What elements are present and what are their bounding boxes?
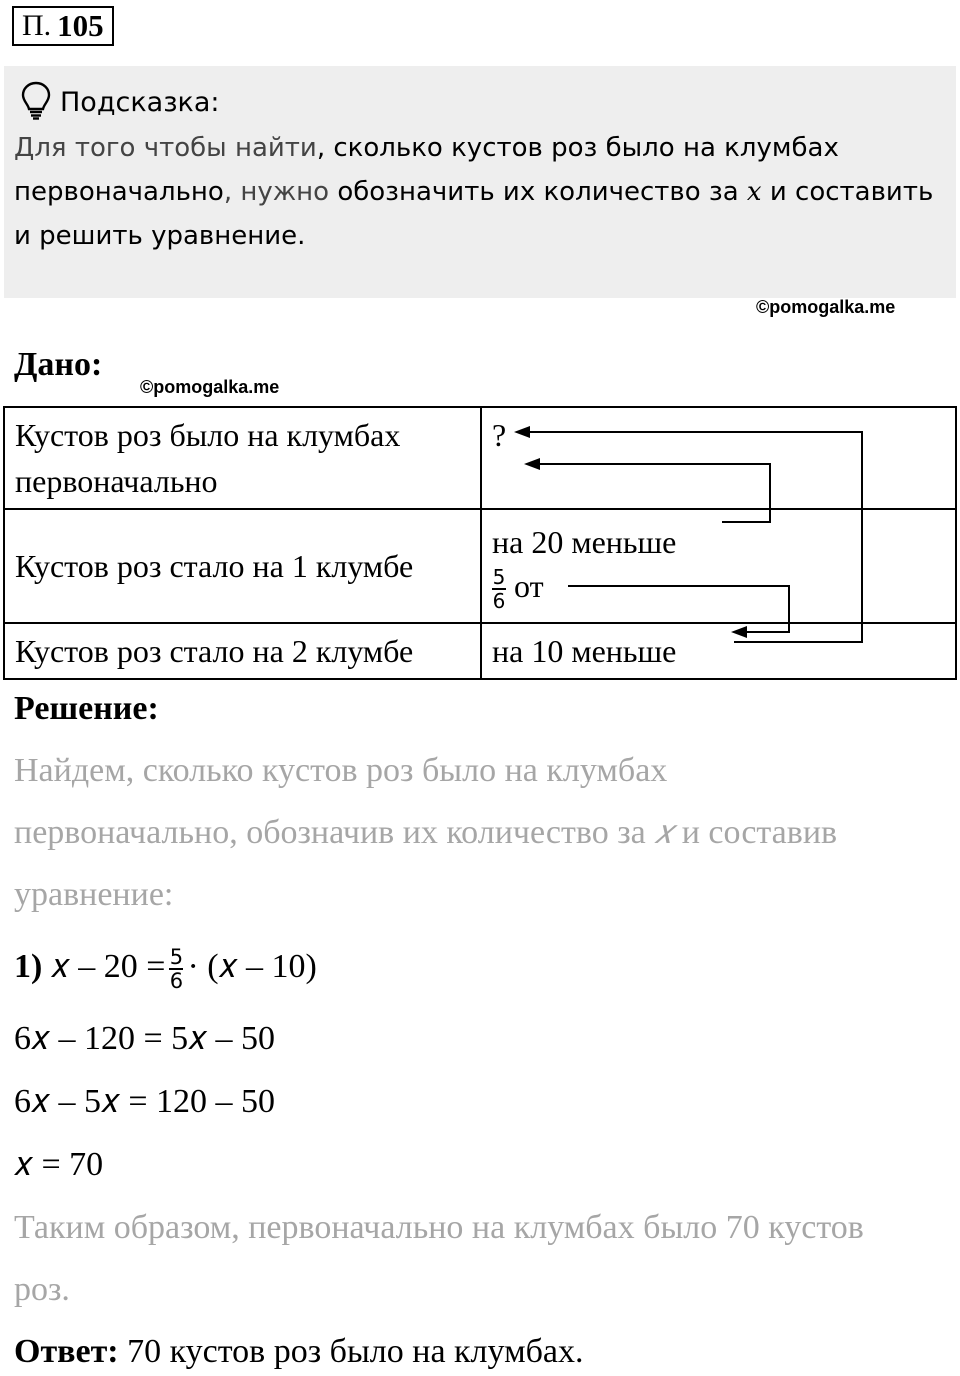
conclusion-line-2: роз.	[14, 1271, 70, 1308]
equation-3: 6𝑥 – 5𝑥 = 120 – 50	[14, 1083, 276, 1120]
arrow-row2-to-row1	[538, 464, 770, 522]
table-cell-label: Кустов роз было на клумбах первоначально	[4, 407, 481, 509]
fraction-numerator: 5	[492, 565, 506, 590]
intro-text: первоначально, обозначив их количество за	[14, 814, 655, 851]
hint-title: Подсказка:	[60, 87, 220, 118]
equation-fraction	[169, 946, 183, 992]
equation-left: 𝑥 – 20 =	[50, 947, 166, 985]
fraction-denominator: 6	[492, 589, 506, 614]
intro-variable: 𝑥	[654, 814, 674, 851]
equation-1	[14, 946, 317, 992]
badge-number: 105	[57, 8, 104, 43]
watermark: ©pomogalka.me	[140, 377, 280, 397]
hint-part: обозначить их количество за	[337, 177, 747, 207]
hint-part: Для того чтобы найти	[14, 133, 317, 163]
solution-intro-line-3: уравнение:	[14, 876, 174, 913]
table-cell-value: ?	[481, 407, 956, 509]
value-less-20: на 20 меньше	[492, 523, 677, 560]
value-of-text: от	[514, 567, 544, 604]
given-title: Дано:	[14, 346, 103, 383]
arrow-head	[524, 458, 540, 470]
intro-text: и составив	[673, 814, 838, 851]
hint-part: , нужно	[223, 177, 338, 207]
table-cell-value: на 10 меньше	[481, 623, 956, 679]
watermark: ©pomogalka.me	[756, 297, 896, 317]
answer-text: 70 кустов роз было на клумбах.	[118, 1333, 584, 1370]
hint-part: и составить и решить уравнение.	[14, 177, 934, 251]
solution-title: Решение:	[14, 690, 159, 727]
conclusion-line-1: Таким образом, первоначально на клумбах было 70 кустов	[14, 1209, 864, 1246]
table-cell-label: Кустов роз стало на 1 клумбе	[4, 509, 481, 623]
badge-prefix: П.	[22, 9, 52, 42]
answer-label: Ответ:	[14, 1333, 119, 1370]
hint-part: , сколько кустов роз было на клумбах первоначально	[14, 133, 839, 207]
table-cell-label: Кустов роз стало на 2 клумбе	[4, 623, 481, 679]
step-label: 1)	[14, 947, 43, 985]
equation-fraction-numerator: 5	[169, 945, 184, 969]
solution-intro-line-2	[14, 814, 837, 852]
equation-fraction-denominator: 6	[169, 969, 184, 993]
arrow-head	[514, 426, 530, 438]
arrow-head	[731, 626, 747, 638]
equation-4: 𝑥 = 70	[14, 1146, 104, 1183]
equation-right: · (𝑥 – 10)	[187, 947, 317, 985]
solution-intro-line-1: Найдем, сколько кустов роз было на клумбах	[14, 752, 668, 789]
arrow-row2-to-row3	[568, 586, 789, 632]
answer-line	[14, 1333, 584, 1371]
hint-variable: 𝑥	[746, 177, 762, 207]
equation-2: 6𝑥 – 120 = 5𝑥 – 50	[14, 1020, 276, 1057]
